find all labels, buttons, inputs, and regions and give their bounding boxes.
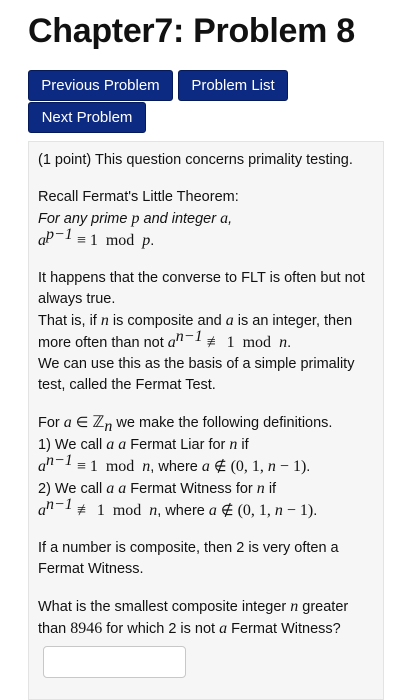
question-text: What is the smallest composite integer n greater than 8946 for which 2 is not a Fermat Witness? [38,598,349,637]
problem-body [38,150,378,656]
answer-input[interactable] [43,646,186,678]
definition-liar-condition: $a^{n-1} \equiv 1$ mod n, where a ∉ (0, 1, n − 1). [38,452,311,475]
previous-problem-button[interactable]: Previous Problem [28,70,173,101]
page-title: Chapter7: Problem 8 [28,12,355,50]
definition-witness: 2) We call a a Fermat Witness for n if [38,480,277,497]
converse-text: It happens that the converse to FLT is often but not always true. [38,270,365,307]
converse-paragraph [38,268,378,396]
fermat-theorem [38,187,378,252]
theorem-statement: For any prime p and integer a, [38,210,233,227]
problem-list-button[interactable]: Problem List [178,70,288,101]
problem-intro: (1 point) This question concerns primality testing. [38,152,353,168]
recall-text: Recall Fermat's Little Theorem: [38,189,239,205]
definitions [38,412,378,522]
definition-witness-condition: $a^{n-1}$ ≢ 1 mod n, where a ∉ (0, 1, n − 1). [38,496,318,519]
definition-liar: 1) We call a a Fermat Liar for n if [38,436,249,453]
theorem-formula: $a^{p-1} \equiv 1$ mod p. [38,226,155,249]
definitions-intro: For a ∈ ℤ$_n$ we make the following definitions. [38,414,333,435]
composite-text: That is, if n is composite and a is an integer, then more often than not $a^{n-1}$ ≢ 1 mod n. [38,312,353,351]
next-problem-button[interactable]: Next Problem [28,102,146,133]
witness-note: If a number is composite, then 2 is very often a Fermat Witness. [38,540,339,577]
fermat-test-text: We can use this as the basis of a simple primality test, called the Fermat Test. [38,356,355,393]
